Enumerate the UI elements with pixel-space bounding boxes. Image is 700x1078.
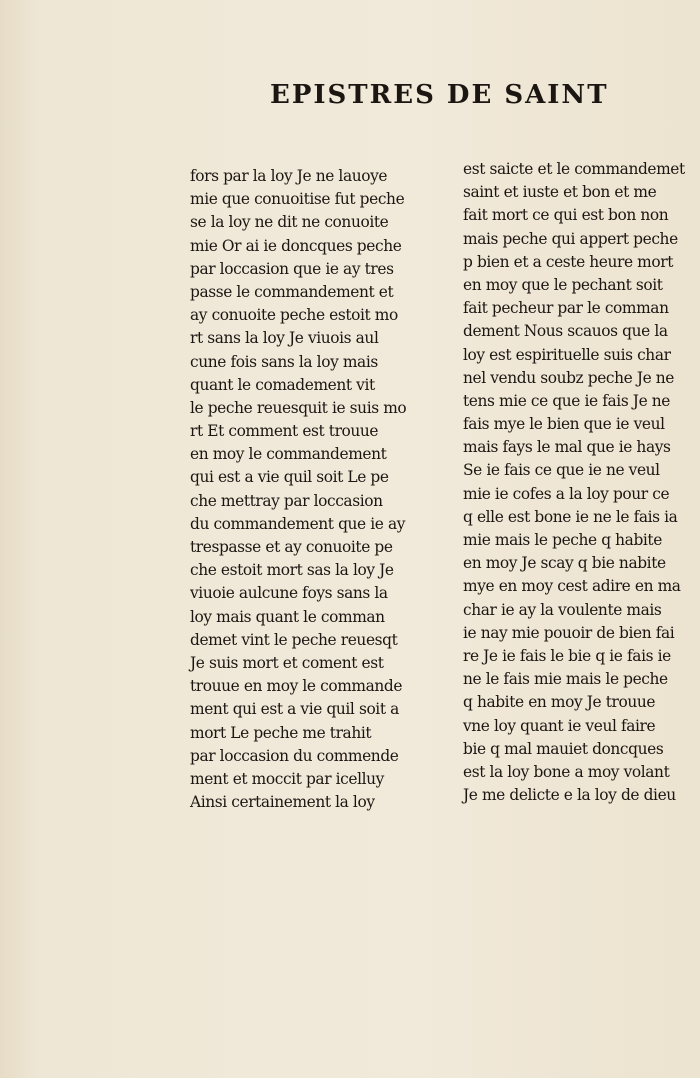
text-line: cune fois sans la loy mais xyxy=(190,352,378,371)
text-line: loy est espirituelle suis char xyxy=(463,345,671,364)
text-line: quant le comadement vit xyxy=(190,375,375,394)
text-line: se la loy ne dit ne conuoite xyxy=(190,213,389,232)
text-line: nel vendu soubz peche Je ne xyxy=(463,368,675,387)
text-line: p bien et a ceste heure mort xyxy=(463,252,673,271)
text-line: en moy que le pechant soit xyxy=(463,275,663,294)
text-line: fors par la loy Je ne lauoye xyxy=(190,167,388,185)
text-line: viuoie aulcune foys sans la xyxy=(190,584,388,603)
text-line: ment qui est a vie quil soit a xyxy=(190,700,399,719)
text-line: par loccasion que ie ay tres xyxy=(190,259,394,278)
text-line: tens mie ce que ie fais Je ne xyxy=(463,391,670,410)
text-line: par loccasion du commende xyxy=(190,746,399,765)
text-line: mie ie cofes a la loy pour ce xyxy=(463,484,670,503)
text-line: char ie ay la voulente mais xyxy=(463,600,662,619)
text-line: saint et iuste et bon et me xyxy=(463,183,657,202)
text-line: che mettray par loccasion xyxy=(190,491,383,510)
text-line: bie q mal mauiet doncques xyxy=(463,739,664,758)
text-line: dement Nous scauos que la xyxy=(463,322,668,341)
text-column-right xyxy=(463,158,683,807)
text-line: le peche reuesquit ie suis mo xyxy=(190,398,407,417)
text-line: fait pecheur par le comman xyxy=(463,299,669,318)
text-line: Je suis mort et coment est xyxy=(190,653,384,672)
text-line: vne loy quant ie veul faire xyxy=(463,716,656,735)
text-line: trouue en moy le commande xyxy=(190,677,403,696)
text-line: mye en moy cest adire en ma xyxy=(463,577,681,596)
text-line: mais fays le mal que ie hays xyxy=(463,438,671,457)
text-line: mie Or ai ie doncques peche xyxy=(190,236,402,255)
text-line: mie que conuoitise fut peche xyxy=(190,190,405,209)
text-line: est la loy bone a moy volant xyxy=(463,762,670,781)
text-line: trespasse et ay conuoite pe xyxy=(190,538,393,556)
text-line: rt Et comment est trouue xyxy=(190,422,379,441)
text-line: q habite en moy Je trouue xyxy=(463,693,656,712)
text-line: re Je ie fais le bie q ie fais ie xyxy=(463,646,671,665)
text-line: du commandement que ie ay xyxy=(190,514,406,533)
text-column-left xyxy=(190,165,435,814)
text-line: en moy le commandement xyxy=(190,445,387,464)
text-line: est saicte et le commandemet xyxy=(463,160,685,178)
text-line: en moy Je scay q bie nabite xyxy=(463,554,666,573)
text-line: ment et moccit par icelluy xyxy=(190,769,384,788)
text-line: Je me delicte e la loy de dieu xyxy=(463,786,676,805)
text-line: mais peche qui appert peche xyxy=(463,229,678,248)
text-line: ie nay mie pouoir de bien fai xyxy=(463,623,675,642)
running-head: EPISTRES DE SAINT xyxy=(270,80,609,110)
text-line: mie mais le peche q habite xyxy=(463,531,662,549)
text-line: ne le fais mie mais le peche xyxy=(463,670,668,689)
text-line: loy mais quant le comman xyxy=(190,607,385,626)
text-line: fais mye le bien que ie veul xyxy=(463,415,665,434)
text-line: qui est a vie quil soit Le pe xyxy=(190,468,389,487)
text-line: passe le commandement et xyxy=(190,282,394,301)
text-line: mort Le peche me trahit xyxy=(190,723,372,742)
text-line: ay conuoite peche estoit mo xyxy=(190,306,398,325)
text-line: fait mort ce qui est bon non xyxy=(463,206,669,225)
text-line: demet vint le peche reuesqt xyxy=(190,630,398,649)
text-line: Ainsi certainement la loy xyxy=(190,793,375,812)
text-line: Se ie fais ce que ie ne veul xyxy=(463,461,660,480)
text-line: q elle est bone ie ne le fais ia xyxy=(463,507,678,526)
text-line: che estoit mort sas la loy Je xyxy=(190,561,394,580)
text-line: rt sans la loy Je viuois aul xyxy=(190,329,379,348)
